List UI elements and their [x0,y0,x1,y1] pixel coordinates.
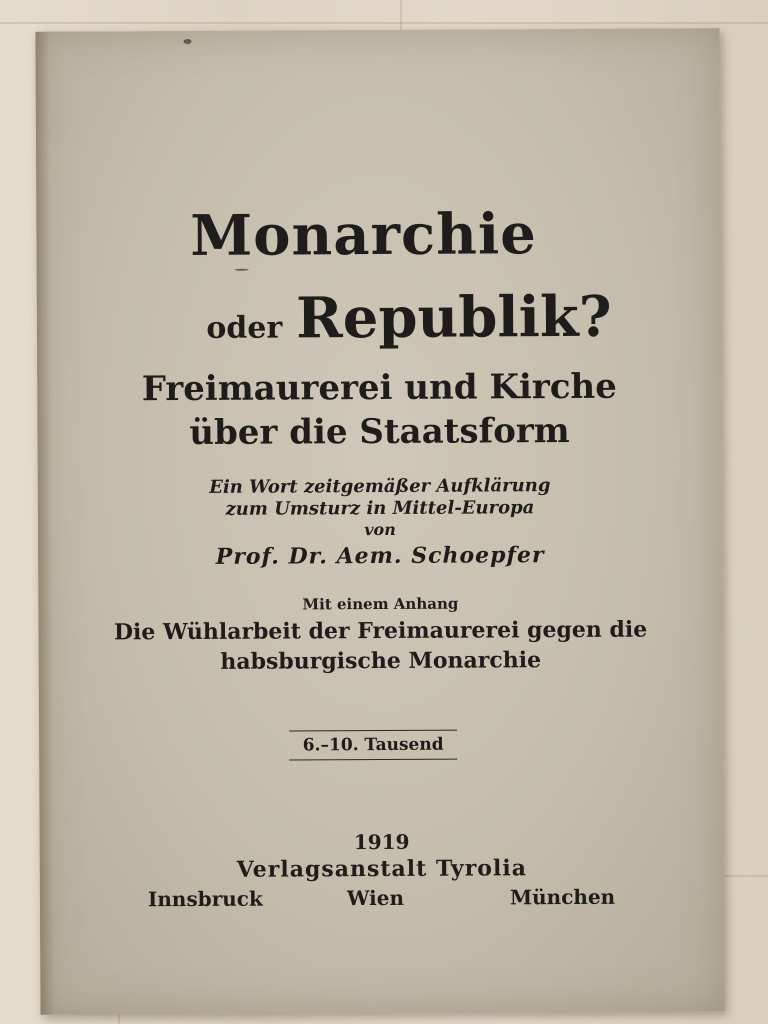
ink-speck [183,39,191,44]
floor-seam [400,0,402,30]
appendix-intro: Mit einem Anhang [302,594,459,614]
title-line-1: Monarchie [190,201,537,269]
publication-year: 1919 [353,829,410,855]
edition-label: 6.–10. Tausend [289,730,457,761]
title-republik: Republik? [296,283,612,352]
floor-seam [718,875,768,877]
subtitle-line-2: über die Staatsform [189,411,570,453]
city-innsbruck: Innsbruck [147,886,263,912]
book-cover [35,28,724,1015]
von-label: von [364,519,396,540]
publisher-name: Verlagsanstalt Tyrolia [236,855,527,883]
city-wien: Wien [346,885,405,911]
description-line-2: zum Umsturz in Mittel-Europa [225,497,535,520]
author-name: Prof. Dr. Aem. Schoepfer [215,542,545,570]
description-line-1: Ein Wort zeitgemäßer Aufklärung [209,475,551,498]
title-oder: oder [206,310,283,346]
appendix-title-line-2: habsburgische Monarchie [220,647,542,675]
floor-seam [0,22,768,24]
publisher-cities [40,884,724,918]
appendix-title-line-1: Die Wühlarbeit der Freimaurerei gegen die [113,616,648,646]
title-line-2 [97,283,721,352]
subtitle-line-1: Freimaurerei und Kirche [141,366,617,410]
ink-speck [235,269,249,271]
city-muenchen: München [509,884,616,910]
